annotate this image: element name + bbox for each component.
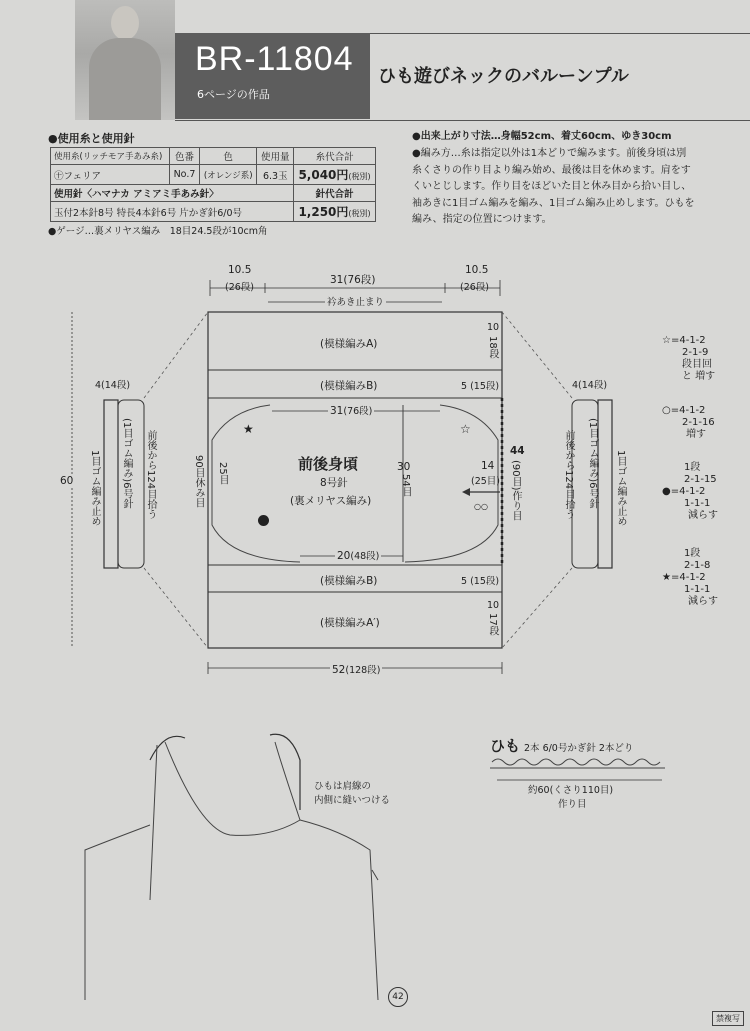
star-solid-mark: ★	[243, 422, 254, 436]
method-line: 編み、指定の位置につけます。	[412, 214, 552, 225]
legend-line: 1-1-1	[684, 584, 711, 595]
r15-value: (15段)	[470, 381, 500, 392]
size-text: ●出来上がり寸法…身幅52cm、着丈60cm、ゆき30cm	[412, 131, 672, 142]
col-amount: 使用量	[257, 148, 294, 165]
r5b-value: 5	[461, 576, 468, 587]
needle-header: 使用針〈ハマナカ アミアミ手あみ針〉	[51, 185, 294, 202]
cuff-rows2-l: (14段)	[101, 380, 131, 391]
inner-31	[328, 403, 374, 417]
body-stitch: (裏メリヤス編み)	[290, 495, 372, 507]
height-60: 60	[60, 475, 74, 487]
yarn-colorno: No.7	[170, 165, 200, 185]
r10-top: 10	[487, 322, 500, 333]
needle-tax: (税別)	[348, 209, 371, 218]
legend-line: 4-1-2	[679, 572, 706, 583]
method-line: くいとじします。作り目をほどいた目と休み目から拾い目し、	[412, 181, 692, 192]
r5-top	[461, 378, 499, 392]
gauge-text: ●ゲージ…裏メリヤス編み 18目24.5段が10cm角	[48, 226, 268, 237]
legend-line: 段目回	[682, 359, 712, 370]
legend-line: 2-1-15	[684, 474, 717, 485]
neck-note	[314, 780, 390, 808]
legend-line: 2-1-9	[682, 347, 709, 358]
pattern-title: ひも遊びネックのバルーンプル	[378, 66, 629, 87]
cuff-right-rows	[572, 377, 607, 391]
cuff-stop-right: 1目ゴム編み止め	[615, 450, 626, 527]
s54: 54目	[400, 474, 411, 497]
neck-note-line: 内側に縫いつける	[314, 795, 391, 806]
yarn-heading: ●使用糸と使用針	[48, 132, 135, 145]
col-total: 糸代合計	[294, 148, 376, 165]
legend-sym: ●=	[662, 486, 680, 497]
cuff-rows2-r: (14段)	[578, 380, 608, 391]
legend-line: 減らす	[688, 510, 718, 521]
legend-circle	[662, 405, 715, 441]
page-number: 42	[388, 987, 408, 1007]
pattern-a2: (模様編みA′)	[320, 617, 380, 629]
dim-right-rows: (26段)	[460, 282, 490, 293]
r5-value: 5	[461, 381, 468, 392]
cuff-rows-l: 4	[95, 380, 102, 391]
legend-star-outline	[662, 335, 715, 383]
dim-left-rows: (26段)	[225, 282, 255, 293]
legend-line: 4-1-2	[679, 405, 706, 416]
r17: 17段	[487, 613, 498, 636]
pattern-b-bottom: (模様編みB)	[320, 575, 378, 587]
legend-line: 減らす	[688, 596, 718, 607]
dim-mid-value: 31	[330, 274, 344, 286]
neck-note-line: ひもは肩線の	[314, 781, 372, 792]
body-title: 前後身頃	[298, 455, 359, 473]
legend-sym: ★=	[662, 572, 680, 583]
cuff-label-left: (1目ゴム編み)6号針	[121, 418, 132, 509]
r15b-value: (15段)	[470, 576, 500, 587]
pattern-subcode: 6ページの作品	[197, 88, 270, 101]
legend-dot	[662, 462, 718, 522]
method-line: ●編み方…糸は指定以外は1本どりで編みます。前後身頃は別	[412, 148, 687, 159]
s20-value: 20	[337, 550, 351, 562]
col-colorno: 色番	[170, 148, 200, 165]
copy-badge: 禁複写	[712, 1011, 744, 1026]
legend-line: 1-1-1	[684, 498, 711, 509]
bottom-rows-value: (128段)	[345, 665, 381, 676]
legend-sym: ☆=	[662, 335, 680, 346]
himo-detail: 2本 6/0号かぎ針 2本どり	[524, 743, 634, 754]
yarn-tax: (税別)	[348, 172, 371, 181]
r5-bottom	[461, 573, 499, 587]
legend-line: 2-1-16	[682, 417, 715, 428]
bottom-w	[330, 662, 382, 676]
legend-line: 1段	[684, 548, 701, 559]
method-line: 袖あきに1目ゴム編みを編み、1目ゴム編み止めします。ひもを	[412, 197, 695, 209]
cuff-left-rows	[95, 377, 130, 391]
pattern-b-top: (模様編みB)	[320, 380, 378, 392]
himo-chain: 作り目	[558, 799, 587, 810]
yarn-name: ㊉フェリア	[51, 165, 170, 185]
col-color: 色	[199, 148, 257, 165]
s30: 30	[397, 461, 411, 473]
r10-bottom: 10	[487, 600, 500, 611]
body-needle: 8号針	[320, 477, 348, 489]
s14: 14	[481, 460, 495, 472]
s90b: (90目)作り目	[510, 460, 521, 521]
dim-right-w: 10.5	[465, 264, 489, 276]
dim-left-w: 10.5	[228, 264, 252, 276]
bottom-w-value: 52	[332, 664, 346, 676]
star-outline-mark: ☆	[460, 422, 471, 436]
dot-mark	[258, 515, 269, 526]
legend-line: 2-1-8	[684, 560, 711, 571]
legend-line: 4-1-2	[679, 486, 706, 497]
cuff-rows-r: 4	[572, 380, 579, 391]
legend-line: 増す	[686, 429, 706, 440]
needle-price: 1,250円	[298, 205, 349, 219]
circle-mark: ○○	[474, 502, 488, 511]
cuff-pick-right: 前後から124目拾う	[563, 430, 574, 520]
s48-value: (48段)	[350, 551, 380, 562]
legend-sym: ○=	[662, 405, 680, 416]
col-yarn: 使用糸(リッチモア手あみ糸)	[51, 148, 170, 165]
pattern-a: (模様編みA)	[320, 338, 378, 350]
cuff-pick-left: 前後から124目拾う	[145, 430, 156, 520]
legend-line: 4-1-2	[679, 335, 706, 346]
neck-stop: 衿あき止まり	[325, 294, 386, 308]
legend-line: 1段	[684, 462, 701, 473]
s44: 44	[510, 445, 525, 457]
cuff-label-right: (1目ゴム編み)6号針	[587, 418, 598, 509]
yarn-color: (オレンジ系)	[199, 165, 257, 185]
yarn-price: 5,040円	[298, 168, 349, 182]
r18: 18段	[487, 336, 498, 359]
legend-star-solid	[662, 548, 718, 608]
cuff-stop-left: 1目ゴム編み止め	[89, 450, 100, 527]
s90: 90目休み目	[193, 455, 204, 508]
himo-length: 約60(くさり110目)	[528, 785, 614, 796]
needle-row: 玉付2本針8号 特長4本針6号 片かぎ針6/0号	[51, 202, 294, 222]
yarn-amount: 6.3玉	[257, 165, 294, 185]
legend-line: と 増す	[682, 371, 716, 382]
inner76-value: (76段)	[343, 406, 373, 417]
dim-mid-rows: (76段)	[343, 274, 376, 286]
s20	[335, 548, 381, 562]
pattern-code: BR-11804	[195, 40, 354, 78]
himo-title: ひも	[490, 737, 521, 755]
method-line: 糸くさりの作り目より編み始め、最後は目を休めます。肩をす	[412, 164, 691, 176]
s25b: (25目)	[471, 476, 501, 487]
dim-mid-w	[330, 272, 375, 287]
s25: 25目	[217, 462, 228, 485]
needle-total-label: 針代合計	[294, 185, 376, 202]
inner31-value: 31	[330, 405, 344, 417]
